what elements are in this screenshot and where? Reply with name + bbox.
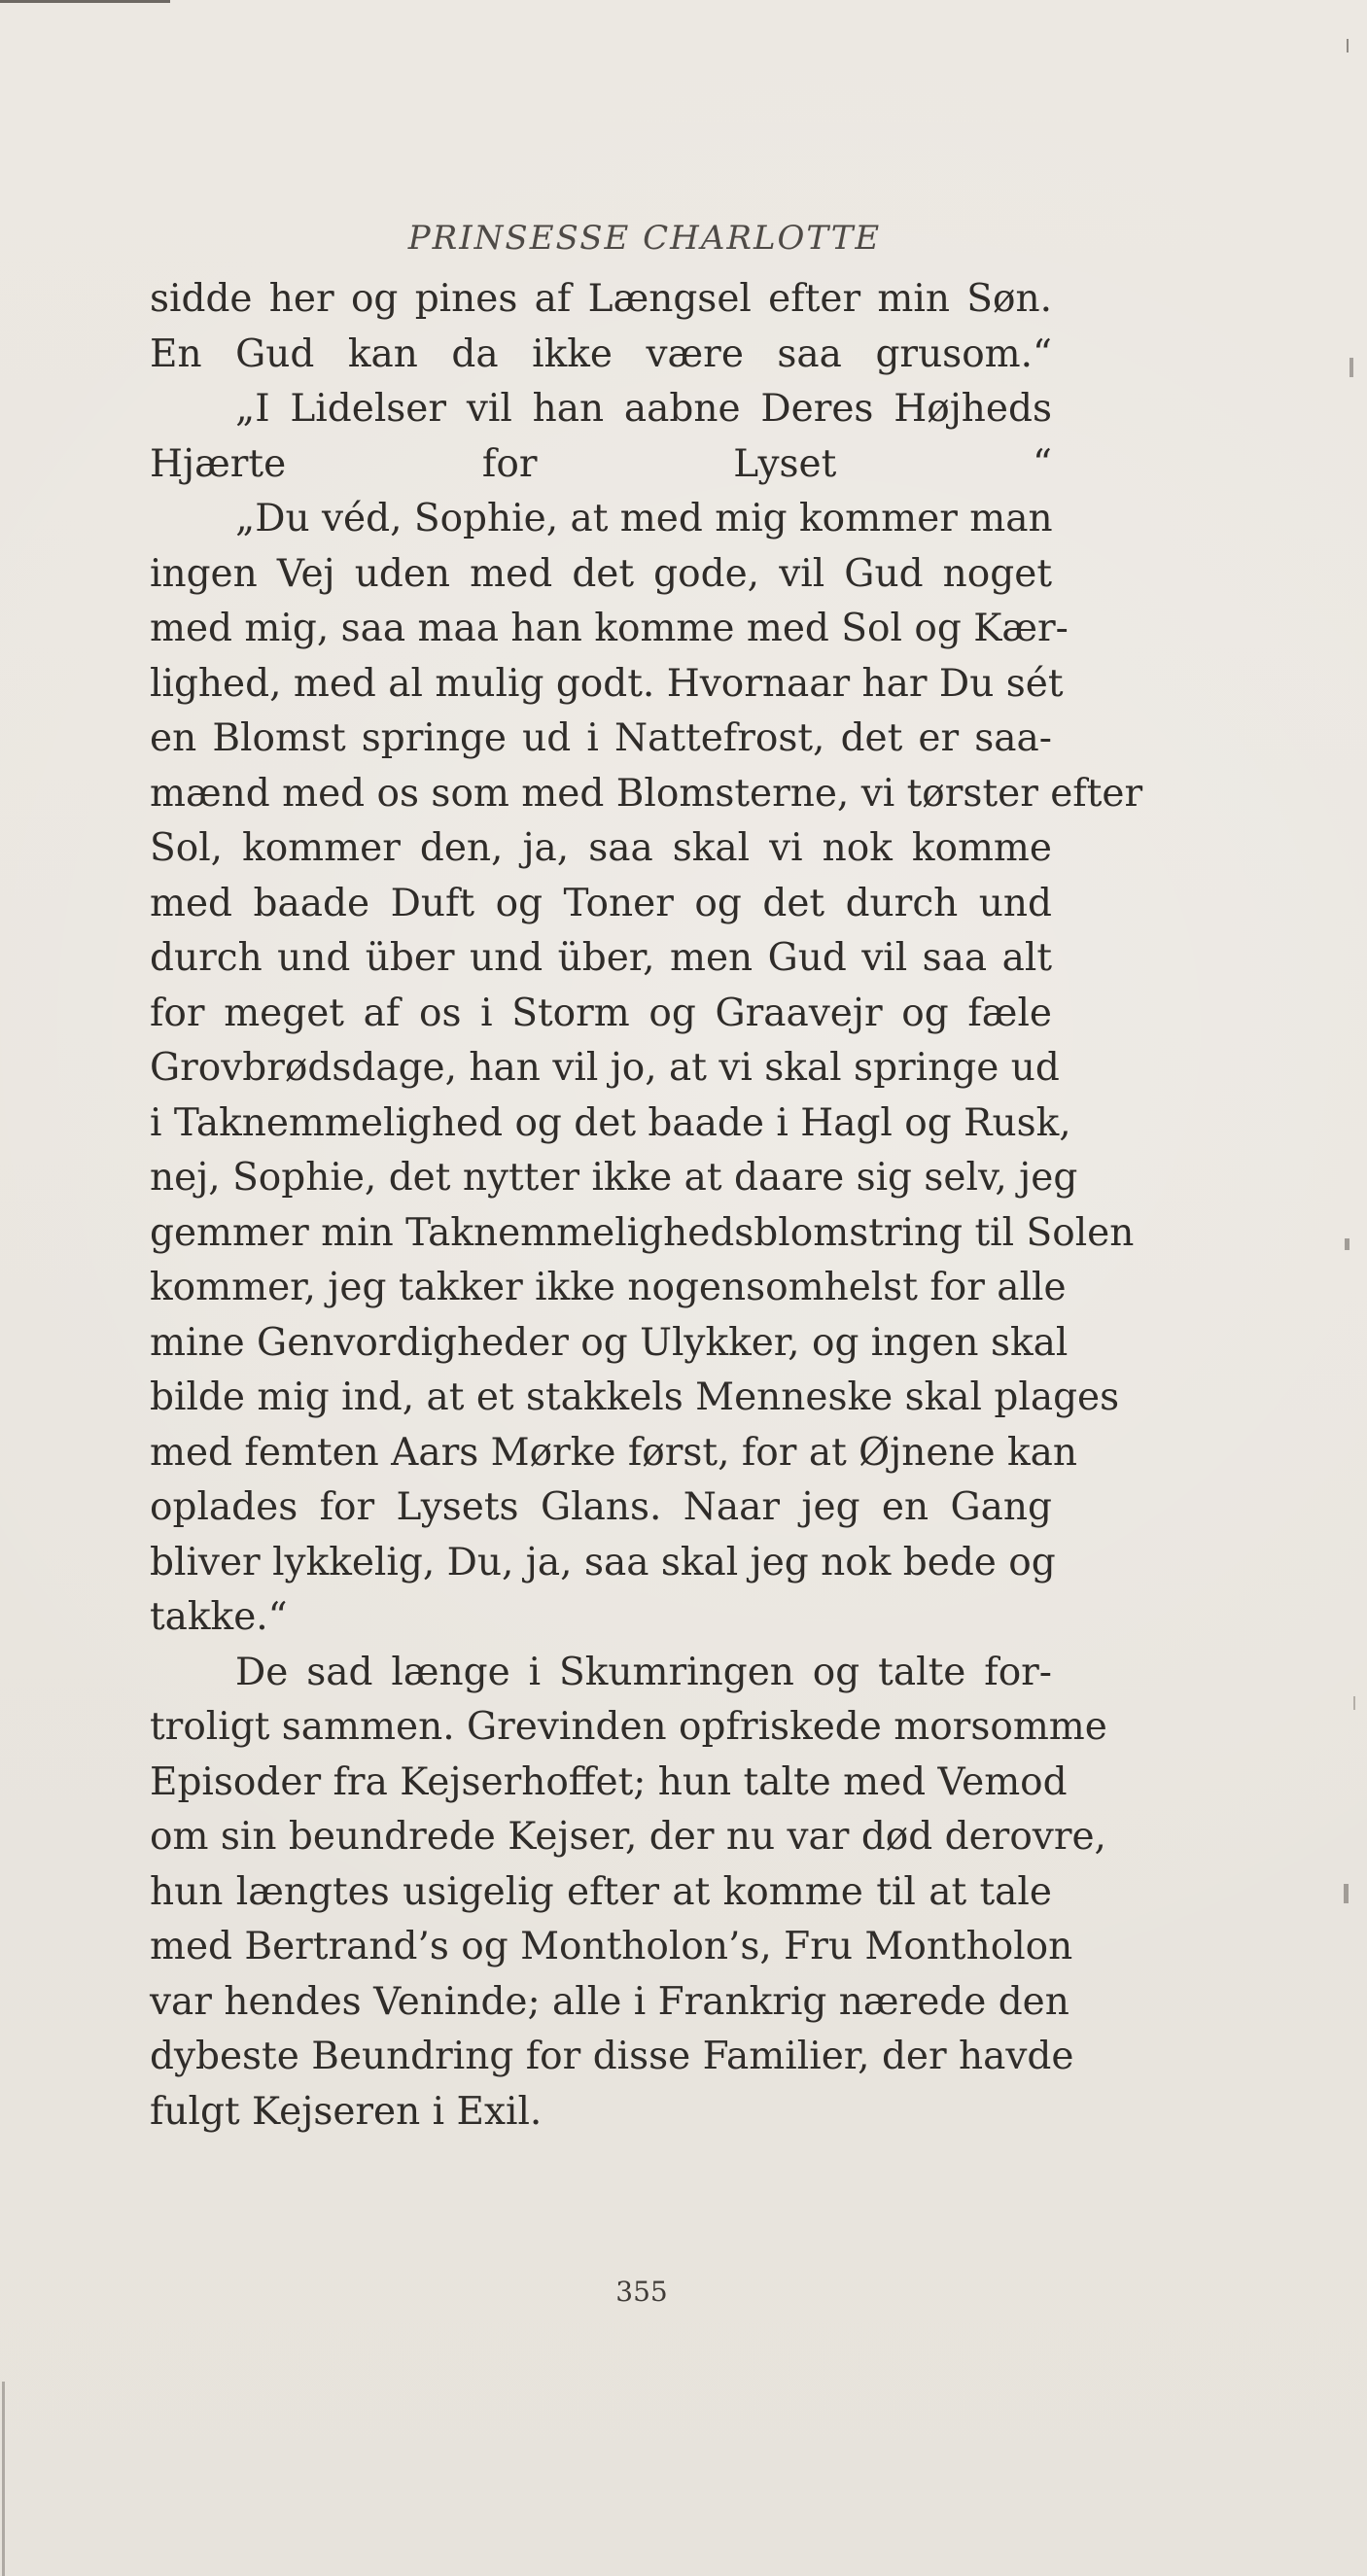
text-line: „I Lidelser vil han aabne Deres Højheds <box>235 387 1052 431</box>
text-line: en Blomst springe ud i Nattefrost, det er saa- <box>150 716 1052 760</box>
text-line: mænd med os som med Blomsterne, vi tørster efter <box>150 771 1143 816</box>
top-rule <box>0 0 170 3</box>
text-line: Sol, kommer den, ja, saa skal vi nok komme <box>150 826 1052 870</box>
body-text <box>150 272 1143 2140</box>
text-line: durch und über und über, men Gud vil saa alt <box>150 936 1052 980</box>
text-line: dybeste Beundring for disse Familier, der havde <box>150 2035 1074 2078</box>
text-line: troligt sammen. Grevinden opfriskede morsomme <box>150 1705 1107 1749</box>
scan-mark <box>1344 1884 1349 1903</box>
text-line: var hendes Veninde; alle i Frankrig nærede den <box>150 1979 1069 2024</box>
text-line: med Bertrand’s og Montholon’s, Fru Montholon <box>150 1925 1073 1968</box>
text-line: Hjærte for Lyset “ <box>150 441 1052 486</box>
text-line: med mig, saa maa han komme med Sol og Kær- <box>150 607 1069 650</box>
text-line: Grovbrødsdage, han vil jo, at vi skal springe ud <box>150 1046 1060 1090</box>
scan-mark <box>1353 1696 1355 1710</box>
text-line: En Gud kan da ikke være saa grusom.“ <box>150 331 1052 376</box>
text-line: oplades for Lysets Glans. Naar jeg en Gang <box>150 1485 1052 1529</box>
text-line: Episoder fra Kejserhoffet; hun talte med Vemod <box>150 1759 1068 1804</box>
running-header: PRINSESSE CHARLOTTE <box>407 219 882 258</box>
text-line: nej, Sophie, det nytter ikke at daare sig selv, jeg <box>150 1156 1078 1200</box>
text-line: lighed, med al mulig godt. Hvornaar har Du sét <box>150 661 1064 706</box>
text-line: sidde her og pines af Længsel efter min Søn. <box>150 277 1052 321</box>
text-line: fulgt Kejseren i Exil. <box>150 2089 543 2134</box>
scan-mark <box>1349 358 1353 377</box>
text-line: med femten Aars Mørke først, for at Øjnene kan <box>150 1430 1077 1475</box>
text-line: „Du véd, Sophie, at med mig kommer man <box>235 497 1053 540</box>
text-line: for meget af os i Storm og Graavejr og fæle <box>150 991 1052 1035</box>
text-line: bliver lykkelig, Du, ja, saa skal jeg nok bede og <box>150 1540 1056 1584</box>
text-line: i Taknemmelighed og det baade i Hagl og Rusk, <box>150 1100 1071 1145</box>
text-line: bilde mig ind, at et stakkels Menneske skal plages <box>150 1375 1120 1419</box>
text-line: hun længtes usigelig efter at komme til at tale <box>150 1869 1052 1914</box>
text-line: kommer, jeg takker ikke nogensomhelst for alle <box>150 1266 1067 1309</box>
text-line: ingen Vej uden med det gode, vil Gud noget <box>150 551 1052 596</box>
text-line: med baade Duft og Toner og det durch und <box>150 881 1052 925</box>
text-line: De sad længe i Skumringen og talte for- <box>235 1650 1052 1694</box>
page-number: 355 <box>615 2276 668 2308</box>
scan-mark <box>2 2382 5 2576</box>
scan-mark <box>1347 39 1349 52</box>
text-line: takke.“ <box>150 1595 288 1639</box>
scan-mark <box>1345 1238 1349 1250</box>
text-line: om sin beundrede Kejser, der nu var død derovre, <box>150 1815 1106 1859</box>
text-line: gemmer min Taknemmelighedsblomstring til Solen <box>150 1210 1135 1255</box>
text-line: mine Genvordigheder og Ulykker, og ingen skal <box>150 1320 1069 1365</box>
